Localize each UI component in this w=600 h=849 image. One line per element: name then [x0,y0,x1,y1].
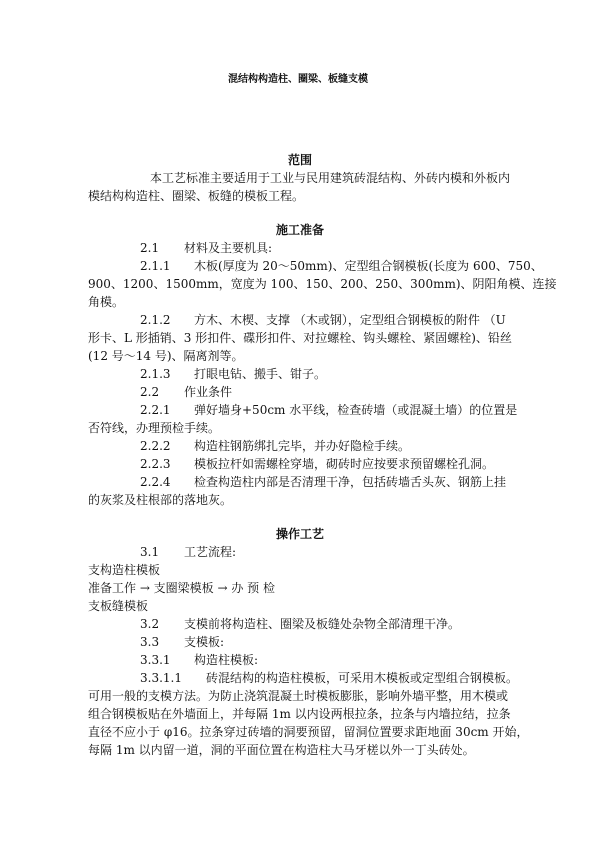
section-3-3-1-1 [140,670,518,686]
section-2-1 [140,240,272,256]
section-3-2 [140,616,460,632]
section-2-1-2-line-3: (12 号～14 号)、隔离剂等。 [88,349,244,363]
section-number: 2.2.4 [140,475,171,489]
section-3-3-1 [140,652,258,668]
flow-bottom: 支板缝模板 [88,599,149,613]
section-2-2 [140,384,232,400]
section-text: 构造柱钢筋绑扎完毕，并办好隐检手续。 [194,439,411,453]
section-2-2-4 [140,474,506,490]
section-number: 3.1 [140,545,160,559]
section-text: 作业条件 [184,385,233,399]
scope-heading: 范围 [288,153,313,167]
section-text: 支模前将构造柱、圈梁及板缝处杂物全部清理干净。 [184,617,461,631]
section-text: 木板(厚度为 20～50mm)、定型组合钢模板(长度为 600、750、 [194,259,543,273]
section-number: 3.3.1 [140,653,171,667]
section-3-3-1-1-line-2: 可用一般的支模方法。为防止浇筑混凝土时模板膨胀，影响外墙平整，用木模或 [88,689,509,703]
section-2-1-1-line-3: 角模。 [88,295,125,309]
section-3-3-1-1-line-3: 组合钢模板贴在外墙面上，并每隔 1m 以内设两根拉条，拉条与内墙拉结，拉条 [88,707,511,721]
doc-title: 混结构构造柱、圈梁、板缝支模 [228,74,368,85]
section-text: 打眼电钻、搬手、钳子。 [194,367,327,381]
section-text: 工艺流程: [184,545,237,559]
section-3-3-1-1-line-4: 直径不应小于 φ16。拉条穿过砖墙的洞要预留，留洞位置要求距地面 30cm 开始， [88,725,529,739]
section-number: 2.2 [140,385,160,399]
section-2-1-2 [140,312,506,328]
section-number: 2.1.3 [140,367,171,381]
flow-middle: 准备工作 → 支圈梁模板 → 办 预 检 [88,581,275,595]
section-2-2-1-line-2: 否符线，办理预检手续。 [88,421,221,435]
section-2-2-3 [140,456,494,472]
section-number: 2.1 [140,241,160,255]
section-2-2-1 [140,402,517,418]
scope-line-2: 模结构构造柱、圈梁、板缝的模板工程。 [88,189,305,203]
section-number: 2.2.2 [140,439,171,453]
section-number: 2.1.2 [140,313,171,327]
section-text: 方木、木楔、支撑 （木或钢），定型组合钢模板的附件 （U [194,313,506,327]
section-3-3-1-1-line-5: 每隔 1m 以内留一道，洞的平面位置在构造柱大马牙槎以外一丁头砖处。 [88,743,475,757]
section-2-2-4-line-2: 的灰浆及柱根部的落地灰。 [88,493,233,507]
section-number: 2.2.1 [140,403,171,417]
prep-heading: 施工准备 [276,223,325,237]
section-text: 弹好墙身+50cm 水平线，检查砖墙（或混凝土墙）的位置是 [194,403,518,417]
flow-top: 支构造柱模板 [88,563,161,577]
section-number: 3.2 [140,617,160,631]
section-text: 检查构造柱内部是否清理干净，包括砖墙舌头灰、钢筋上挂 [194,475,507,489]
section-number: 3.3 [140,635,160,649]
section-text: 砖混结构的构造柱模板，可采用木模板或定型组合钢模板。 [206,671,519,685]
section-text: 构造柱模板: [194,653,259,667]
section-2-2-2 [140,438,410,454]
section-3-1 [140,544,236,560]
section-2-1-1-line-2: 900、1200、1500mm，宽度为 100、150、200、250、300mm)、阴阳角模、连接 [88,277,557,291]
section-2-1-3 [140,366,326,382]
section-text: 材料及主要机具: [184,241,273,255]
section-text: 支模板: [184,635,225,649]
section-number: 3.3.1.1 [140,671,182,685]
section-text: 模板拉杆如需螺栓穿墙，砌砖时应按要求预留螺栓孔洞。 [194,457,495,471]
ops-heading: 操作工艺 [276,527,325,541]
section-3-3 [140,634,224,650]
section-number: 2.1.1 [140,259,171,273]
section-2-1-1 [140,258,543,274]
section-2-1-2-line-2: 形卡、L 形插销、3 形扣件、碟形扣件、对拉螺栓、钩头螺栓、紧固螺栓)、铅丝 [88,331,512,345]
section-number: 2.2.3 [140,457,171,471]
scope-line-1: 本工艺标准主要适用于工业与民用建筑砖混结构、外砖内模和外板内 [150,171,511,185]
